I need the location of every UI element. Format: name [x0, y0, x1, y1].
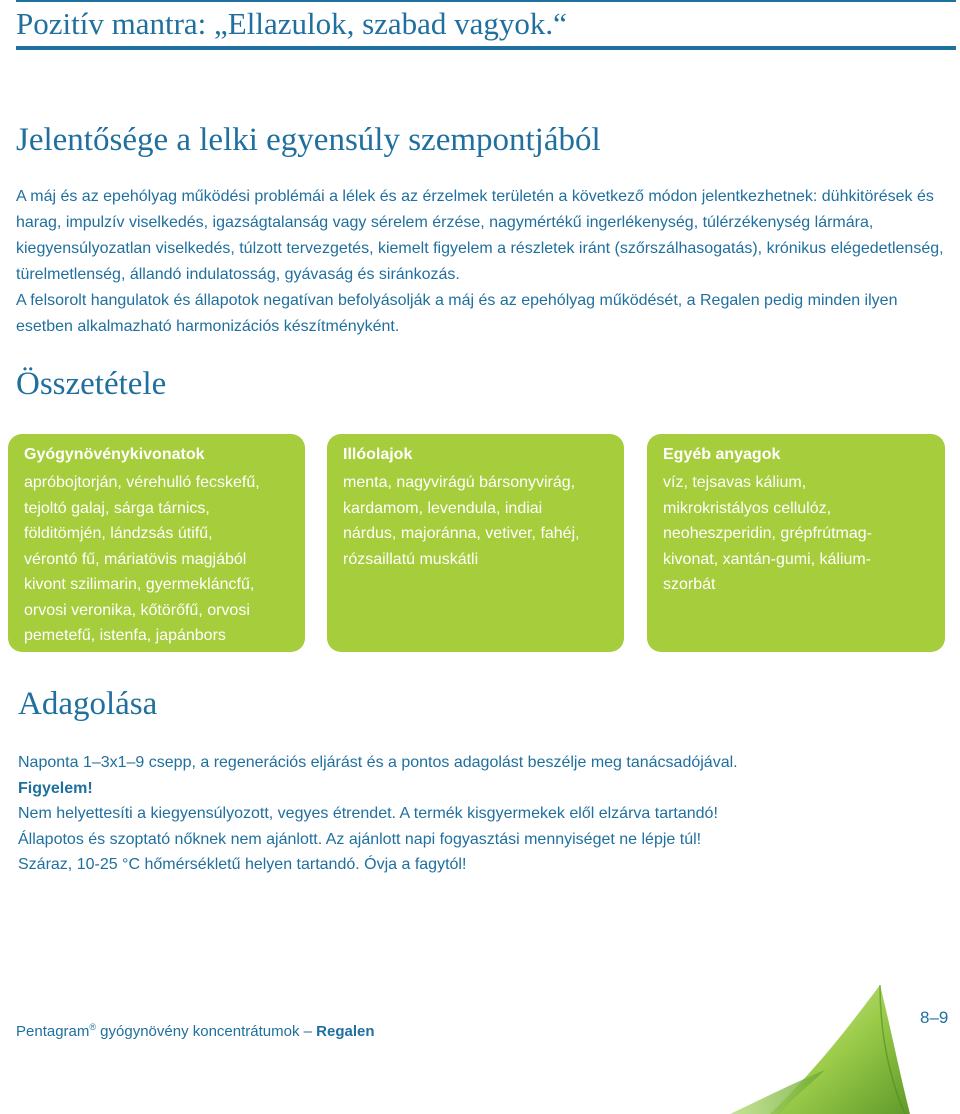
card-text: menta, nagyvirágú bársonyvirág, kardamom, levendula, indiai nárdus, majoránna, vetiver, fahéj, rózsaillatú muskátli: [343, 474, 580, 568]
dosage-heading: Adagolása: [18, 686, 158, 722]
card-title: Egyéb anyagok: [663, 446, 781, 463]
footer-brand-line: [16, 1022, 375, 1040]
registered-mark: ®: [89, 1022, 97, 1032]
dosage-instruction: Naponta 1–3x1–9 csepp, a regenerációs eljárást és a pontos adagolást beszélje meg tanácsadójával.: [18, 754, 738, 771]
card-other-ingredients: [647, 434, 945, 652]
card-herbal-extracts: [8, 434, 305, 652]
product-name: Regalen: [316, 1023, 375, 1040]
brand-name: Pentagram: [16, 1023, 90, 1040]
product-line: gyógynövény koncentrátumok –: [96, 1023, 317, 1040]
mantra-underline: [16, 46, 956, 50]
top-rule: [16, 0, 956, 2]
dosage-section: [18, 750, 938, 878]
mantra-title: Pozitív mantra: „Ellazulok, szabad vagyok.“: [16, 6, 567, 41]
significance-paragraph-2: A felsorolt hangulatok és állapotok negatívan befolyásolják a máj és az epehólyag működését, a Regalen pedig minden ilyen esetben alkalmazható harmonizációs készítményként.: [16, 292, 898, 335]
warning-label: Figyelem!: [18, 779, 93, 797]
warning-line-pregnancy: Állapotos és szoptató nőknek nem ajánlott. Az ajánlott napi fogyasztási mennyiséget ne lépje túl!: [18, 830, 702, 848]
card-text: apróbojtorján, vérehulló fecskefű, tejoltó galaj, sárga tárnics, földitömjén, lándzsás útifű, vérontó fű, máriatövis magjából kivont szilimarin, gyermekláncfű, orvosi veronika, kőtörőfű, orvosi pemetefű, istenfa, japánbors: [24, 474, 260, 644]
card-title: Illóolajok: [343, 446, 413, 463]
leaf-decoration: [730, 985, 960, 1114]
page-number: 8–9: [920, 1008, 949, 1027]
card-title: Gyógynövénykivonatok: [24, 446, 205, 463]
significance-paragraph-1: A máj és az epehólyag működési problémái a lélek és az érzelmek területén a következő módon jelentkezhetnek: dühkitörések és harag, impulzív viselkedés, igazságtalanság vagy sérelem érzése, nagymértékű ingerlékenység, túlérzékenység lármára, kiegyensúlyozatlan viselkedés, túlzott tervezgetés, kiemelt figyelem a részletek iránt (szőrszálhasogatás), krónikus elégedetlenség, türelmetlenség, állandó indulatosság, gyávaság és siránkozás.: [16, 188, 944, 283]
storage-line: Száraz, 10-25 °C hőmérsékletű helyen tartandó. Óvja a fagytól!: [18, 856, 467, 873]
warning-line-diet: Nem helyettesíti a kiegyensúlyozott, vegyes étrendet. A termék kisgyermekek elől elzárva tartandó!: [18, 805, 718, 822]
composition-heading: Összetétele: [16, 366, 167, 402]
significance-heading: Jelentősége a lelki egyensúly szempontjából: [16, 122, 601, 158]
card-text: víz, tejsavas kálium, mikrokristályos cellulóz, neoheszperidin, grépfrútmag- kivonat, xantán-gumi, kálium- szorbát: [663, 474, 873, 593]
card-essential-oils: [327, 434, 624, 652]
